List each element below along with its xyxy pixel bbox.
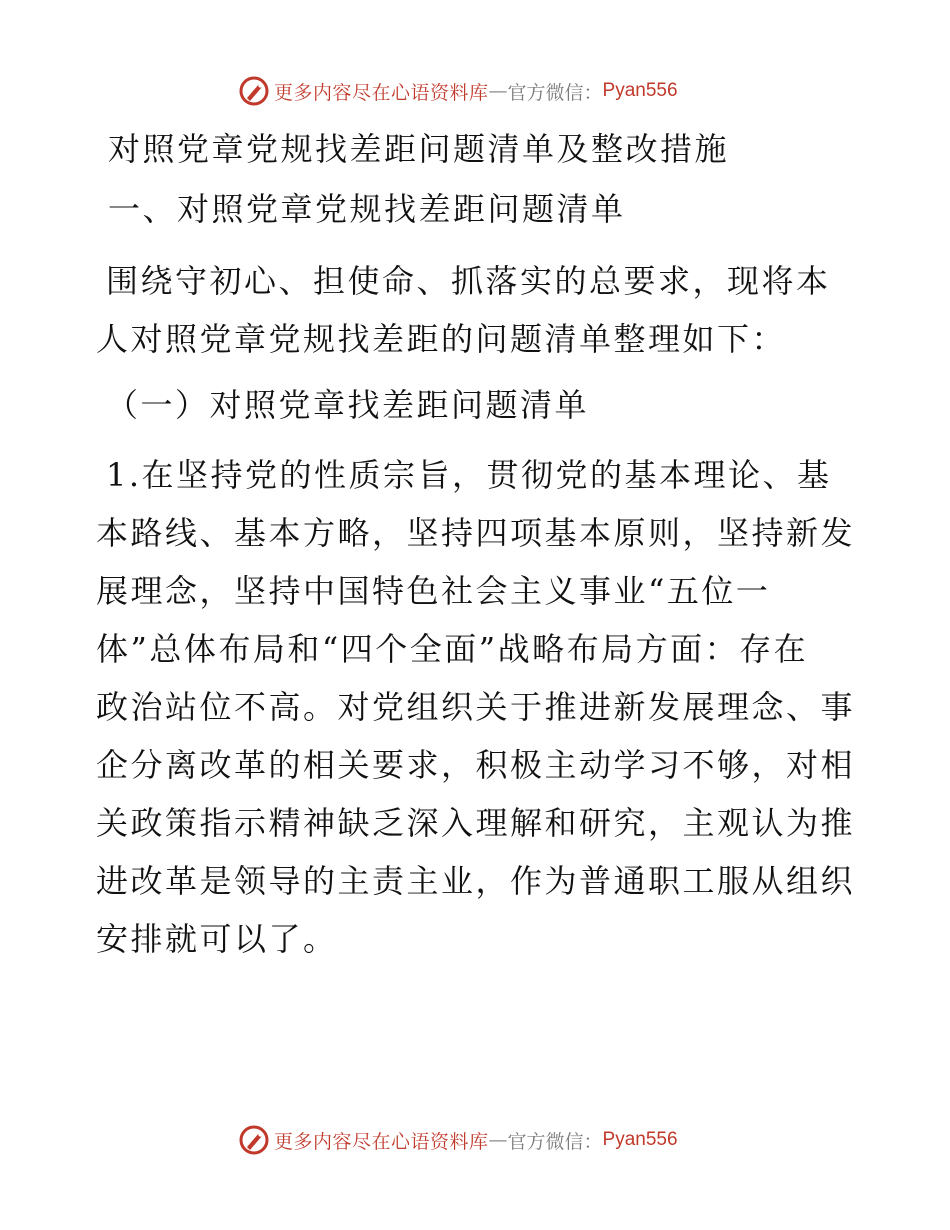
watermark-text: 更多内容尽在心语资料库 [274, 1130, 489, 1153]
paragraph-line: 本路线、基本方略，坚持四项基本原则，坚持新发 [96, 514, 856, 552]
paragraph-line: 展理念，坚持中国特色社会主义事业“五位一 [96, 572, 771, 610]
watermark-separator: — [488, 1129, 508, 1151]
watermark-wechat-label: 官方微信： [507, 1130, 603, 1153]
watermark-wechat-id: Pyan556 [602, 80, 678, 101]
paragraph-line: 围绕守初心、担使命、抓落实的总要求，现将本 [106, 262, 831, 300]
section-heading: 一、对照党章党规找差距问题清单 [108, 190, 626, 228]
paragraph-line: 企分离改革的相关要求，积极主动学习不够，对相 [96, 746, 856, 784]
item-1-paragraph [96, 446, 856, 968]
document-body [96, 120, 856, 968]
subsection-heading: （一）对照党章找差距问题清单 [106, 386, 590, 424]
paragraph-line: 1.在坚持党的性质宗旨，贯彻党的基本理论、基 [106, 456, 832, 494]
paragraph-line: 人对照党章党规找差距的问题清单整理如下： [96, 320, 787, 358]
footer-watermark [238, 1123, 678, 1157]
document-title: 对照党章党规找差距问题清单及整改措施 [108, 130, 730, 168]
watermark-wechat-id: Pyan556 [602, 1129, 678, 1150]
pen-logo-icon [238, 1124, 270, 1156]
paragraph-line: 安排就可以了。 [96, 920, 338, 958]
header-watermark [238, 74, 678, 108]
watermark-wechat-label: 官方微信： [507, 81, 603, 104]
paragraph-line: 关政策指示精神缺乏深入理解和研究，主观认为推 [96, 804, 856, 842]
pen-logo-icon [238, 75, 270, 107]
paragraph-line: 体”总体布局和“四个全面”战略布局方面：存在 [96, 630, 809, 668]
paragraph-line: 政治站位不高。对党组织关于推进新发展理念、事 [96, 688, 856, 726]
watermark-text: 更多内容尽在心语资料库 [274, 81, 489, 104]
intro-paragraph [96, 252, 856, 368]
paragraph-line: 进改革是领导的主责主业，作为普通职工服从组织 [96, 862, 856, 900]
watermark-separator: — [488, 80, 508, 102]
